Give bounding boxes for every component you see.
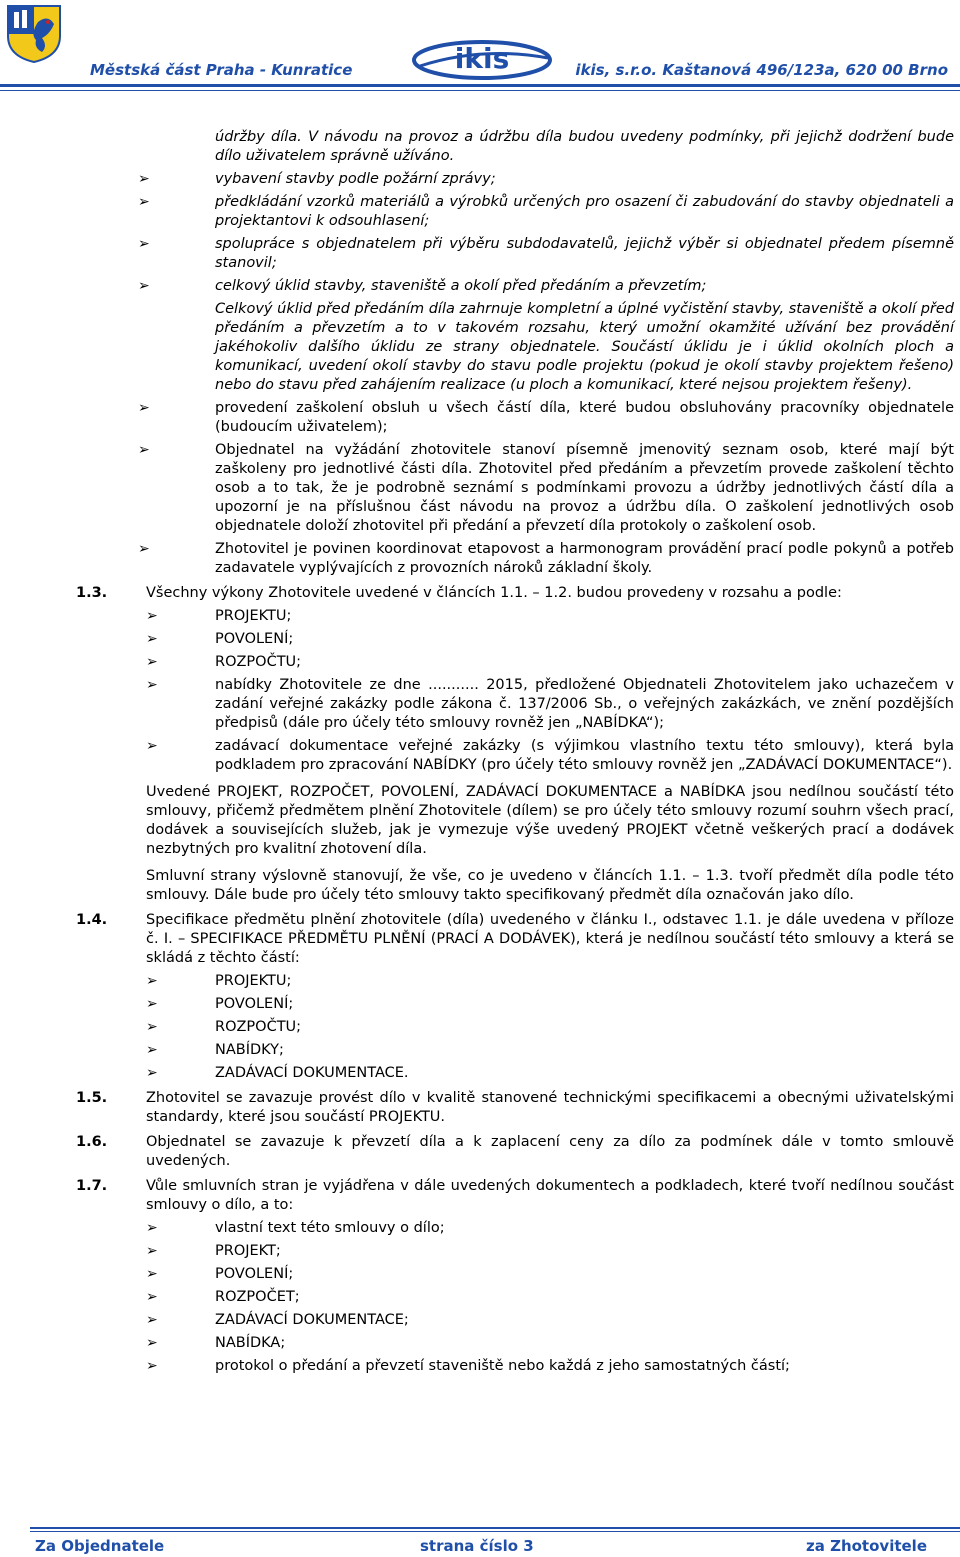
header-rule — [0, 84, 960, 87]
list-item: ➢ vlastní text této smlouvy o dílo; — [146, 1220, 445, 1236]
footer-page-number: strana číslo 3 — [420, 1537, 534, 1555]
page-header — [0, 0, 960, 100]
list-item: ➢ zadávací dokumentace veřejné zakázky (s výjimkou vlastního textu této smlouvy), která byla podkladem pro zpracování NABÍDKY (pro účely této smlouvy rovněž jen „ZADÁVACÍ DOKUMENTACE“). — [146, 738, 954, 773]
cleanup-description: Celkový úklid před předáním díla zahrnuje kompletní a úplné vyčistění stavby, staveniště a okolí před předáním a převzetím a to v takovém rozsahu, který umožní okamžité užívání bez provádění jakéhokoliv dalšího úklidu ze strany objednatele. Součástí úklidu je i úklid okolních ploch a komunikací, uvedení okolí stavby do stavu podle projektu (pokud je okolí stavby projektem řešeno) nebo do stavu před zahájením realizace (u ploch a komunikací, které nejsou projektem řešeny). — [215, 301, 954, 393]
header-municipality: Městská část Praha - Kunratice — [90, 61, 353, 79]
list-item: ➢ provedení zaškolení obsluh u všech částí díla, které budou obsluhovány pracovníky objednatele (budoucím uživatelem); — [138, 400, 954, 435]
list-continuation: údržby díla. V návodu na provoz a údržbu díla budou uvedeny podmínky, při jejichž dodržení bude dílo uživatelem správně užíváno. — [215, 129, 954, 164]
footer-rule-thin — [30, 1531, 960, 1532]
document-body — [0, 128, 960, 1380]
arrow-bullet-icon: ➢ — [138, 236, 150, 252]
list-item: ➢ PROJEKT; — [146, 1243, 281, 1259]
list-item: ➢ ROZPOČTU; — [146, 1019, 302, 1035]
section-1-7: 1.7. Vůle smluvních stran je vyjádřena v dále uvedených dokumentech a podkladech, které tvoří nedílnou součást smlouvy o dílo, a to: — [76, 1178, 954, 1213]
paragraph: Uvedené PROJEKT, ROZPOČET, POVOLENÍ, ZADÁVACÍ DOKUMENTACE a NABÍDKA jsou nedílnou součástí této smlouvy, přičemž předmětem plnění Zhotovitele (dílem) se pro účely této smlouvy rozumí souhrn všech prací, dodávek a souvisejících služeb, jak je vymezuje výše uvedený PROJEKT včetně veškerých prací a dodávek nezbytných pro kvalitní zhotovení díla. — [146, 784, 954, 857]
section-number: 1.6. — [76, 1134, 108, 1150]
list-item: ➢ POVOLENÍ; — [146, 1266, 294, 1282]
arrow-bullet-icon: ➢ — [146, 654, 158, 670]
arrow-bullet-icon: ➢ — [146, 996, 158, 1012]
arrow-bullet-icon: ➢ — [138, 194, 150, 210]
list-item: ➢ vybavení stavby podle požární zprávy; — [138, 171, 496, 187]
list-item: ➢ ROZPOČET; — [146, 1289, 300, 1305]
arrow-bullet-icon: ➢ — [138, 278, 150, 294]
list-item: ➢ ZADÁVACÍ DOKUMENTACE. — [146, 1065, 409, 1081]
svg-text:ikis: ikis — [454, 42, 510, 75]
section-number: 1.7. — [76, 1178, 108, 1194]
list-item: ➢ POVOLENÍ; — [146, 996, 294, 1012]
list-item: ➢ PROJEKTU; — [146, 608, 292, 624]
arrow-bullet-icon: ➢ — [146, 1358, 158, 1374]
arrow-bullet-icon: ➢ — [146, 631, 158, 647]
arrow-bullet-icon: ➢ — [146, 1220, 158, 1236]
ikis-logo — [410, 36, 555, 86]
header-rule-thin — [0, 90, 960, 91]
arrow-bullet-icon: ➢ — [146, 1065, 158, 1081]
arrow-bullet-icon: ➢ — [146, 1042, 158, 1058]
arrow-bullet-icon: ➢ — [146, 1019, 158, 1035]
arrow-bullet-icon: ➢ — [146, 738, 158, 754]
arrow-bullet-icon: ➢ — [146, 608, 158, 624]
arrow-bullet-icon: ➢ — [146, 1266, 158, 1282]
list-item: ➢ ZADÁVACÍ DOKUMENTACE; — [146, 1312, 409, 1328]
arrow-bullet-icon: ➢ — [146, 1312, 158, 1328]
municipal-crest-logo — [4, 4, 64, 64]
arrow-bullet-icon: ➢ — [138, 400, 150, 416]
paragraph: Smluvní strany výslovně stanovují, že vše, co je uvedeno v článcích 1.1. – 1.3. tvoří předmět díla podle této smlouvy. Dále bude pro účely této smlouvy takto specifikovaný předmět díla označován jako dílo. — [146, 868, 954, 903]
arrow-bullet-icon: ➢ — [146, 677, 158, 693]
list-item: ➢ protokol o předání a převzetí staveniště nebo každá z jeho samostatných částí; — [146, 1358, 790, 1374]
section-number: 1.5. — [76, 1090, 108, 1106]
section-number: 1.4. — [76, 912, 108, 928]
arrow-bullet-icon: ➢ — [146, 1289, 158, 1305]
arrow-bullet-icon: ➢ — [138, 171, 150, 187]
section-1-3: 1.3. Všechny výkony Zhotovitele uvedené v článcích 1.1. – 1.2. budou provedeny v rozsahu a podle: — [76, 585, 842, 601]
page-footer — [0, 1527, 960, 1557]
list-item: ➢ spolupráce s objednatelem při výběru subdodavatelů, jejichž výběr si objednatel předem písemně stanovil; — [138, 236, 954, 271]
arrow-bullet-icon: ➢ — [146, 1243, 158, 1259]
section-1-6: 1.6. Objednatel se zavazuje k převzetí díla a k zaplacení ceny za dílo za podmínek dále v tomto smlouvě uvedených. — [76, 1134, 954, 1169]
list-item: ➢ NABÍDKA; — [146, 1335, 286, 1351]
list-item: ➢ Zhotovitel je povinen koordinovat etapovost a harmonogram provádění prací podle pokynů a potřeb zadavatele vyplývajících z provozních nároků základní školy. — [138, 541, 954, 576]
list-item: ➢ ROZPOČTU; — [146, 654, 302, 670]
list-item: ➢ předkládání vzorků materiálů a výrobků určených pro osazení či zabudování do stavby objednateli a projektantovi k odsouhlasení; — [138, 194, 954, 229]
section-1-5: 1.5. Zhotovitel se zavazuje provést dílo v kvalitě stanovené technickými specifikacemi a obecnými uživatelskými standardy, které jsou součástí PROJEKTU. — [76, 1090, 954, 1125]
arrow-bullet-icon: ➢ — [146, 1335, 158, 1351]
arrow-bullet-icon: ➢ — [138, 541, 150, 557]
section-number: 1.3. — [76, 585, 108, 601]
arrow-bullet-icon: ➢ — [138, 442, 150, 458]
footer-contractor-sign: za Zhotovitele — [806, 1537, 927, 1555]
arrow-bullet-icon: ➢ — [146, 973, 158, 989]
list-item: ➢ POVOLENÍ; — [146, 631, 294, 647]
list-item: ➢ NABÍDKY; — [146, 1042, 284, 1058]
footer-rule — [30, 1527, 960, 1529]
list-item: ➢ PROJEKTU; — [146, 973, 292, 989]
list-item: ➢ Objednatel na vyžádání zhotovitele stanoví písemně jmenovitý seznam osob, které mají být zaškoleny pro jednotlivé části díla. Zhotovitel před předáním a převzetím provede zaškolení těchto osob a to tak, že je podrobně seznámí s podmínkami provozu a údržby jednotlivých částí díla a upozorní je na příslušnou část návodu na provoz a údržbu díla. O zaškolení jednotlivých osob objednatele doloží zhotovitel při předání a převzetí díla protokoly o zaškolení osob. — [138, 442, 954, 534]
footer-client-sign: Za Objednatele — [35, 1537, 165, 1555]
header-company-address: ikis, s.r.o. Kaštanová 496/123a, 620 00 Brno — [575, 61, 948, 79]
list-item: ➢ celkový úklid stavby, staveniště a okolí před předáním a převzetím; — [138, 278, 707, 294]
section-1-4: 1.4. Specifikace předmětu plnění zhotovitele (díla) uvedeného v článku I., odstavec 1.1. je dále uvedena v příloze č. I. – SPECIFIKACE PŘEDMĚTU PLNĚNÍ (PRACÍ A DODÁVEK), která je nedílnou součástí této smlouvy a která se skládá z těchto částí: — [76, 912, 954, 966]
list-item: ➢ nabídky Zhotovitele ze dne ........... 2015, předložené Objednateli Zhotovitelem jako uchazečem v zadání veřejné zakázky podle zákona č. 137/2006 Sb., o veřejných zakázkách, ve znění pozdějších předpisů (dále pro účely této smlouvy rovněž jen „NABÍDKA“); — [146, 677, 954, 731]
